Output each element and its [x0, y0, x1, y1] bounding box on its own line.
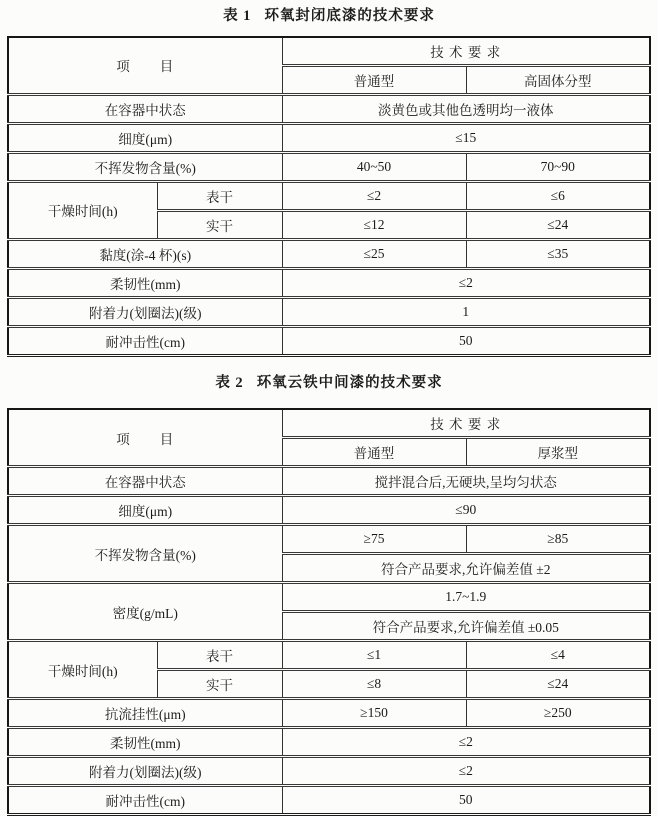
t1-header-type1: 普通型 — [282, 65, 466, 94]
t2-solids-value-2: ≥85 — [466, 525, 650, 554]
t1-header-row-1 — [8, 37, 650, 66]
t1-adhesion-label: 附着力(划圈法)(级) — [8, 297, 282, 326]
table2 — [7, 408, 651, 816]
t2-header-type1: 普通型 — [282, 438, 466, 467]
t1-header-tech-req: 技 术 要 求 — [282, 37, 650, 66]
t2-state-label: 在容器中状态 — [8, 467, 282, 496]
table-row — [8, 467, 650, 496]
t1-solids-value-1: 40~50 — [282, 152, 466, 181]
t1-impact-value: 50 — [282, 326, 650, 355]
t2-header-row-1 — [8, 409, 650, 438]
table-row — [8, 496, 650, 525]
table-row — [8, 181, 650, 210]
t2-density-value: 1.7~1.9 — [282, 583, 650, 612]
t1-header-type2: 高固体分型 — [466, 65, 650, 94]
t1-adhesion-value: 1 — [282, 297, 650, 326]
t2-drytime-through-value-1: ≤8 — [282, 670, 466, 699]
t1-state-value: 淡黄色或其他色透明均一液体 — [282, 94, 650, 123]
table-row — [8, 525, 650, 554]
table1 — [7, 36, 651, 357]
table2-title-text: 环氧云铁中间漆的技术要求 — [256, 374, 443, 391]
t2-sag-value-2: ≥250 — [466, 699, 650, 728]
t1-drytime-label: 干燥时间(h) — [8, 181, 157, 239]
t2-header-item: 项 目 — [8, 409, 282, 467]
t2-density-label: 密度(g/mL) — [8, 583, 282, 641]
t2-impact-label: 耐冲击性(cm) — [8, 786, 282, 815]
table2-title-number: 表 2 — [215, 374, 244, 391]
t2-solids-note: 符合产品要求,允许偏差值 ±2 — [282, 554, 650, 583]
t2-solids-label: 不挥发物含量(%) — [8, 525, 282, 583]
table-row — [8, 326, 650, 355]
t1-fineness-label: 细度(μm) — [8, 123, 282, 152]
table-row — [8, 152, 650, 181]
table-row — [8, 786, 650, 815]
t2-flexibility-value: ≤2 — [282, 728, 650, 757]
table-row — [8, 297, 650, 326]
table-row — [8, 699, 650, 728]
t2-drytime-surface-label: 表干 — [157, 641, 282, 670]
t2-flexibility-label: 柔韧性(mm) — [8, 728, 282, 757]
t1-solids-label: 不挥发物含量(%) — [8, 152, 282, 181]
t2-adhesion-value: ≤2 — [282, 757, 650, 786]
t2-adhesion-label: 附着力(划圈法)(级) — [8, 757, 282, 786]
table-row — [8, 641, 650, 670]
t2-sag-label: 抗流挂性(μm) — [8, 699, 282, 728]
t1-state-label: 在容器中状态 — [8, 94, 282, 123]
table-row — [8, 728, 650, 757]
table-row — [8, 239, 650, 268]
t2-impact-value: 50 — [282, 786, 650, 815]
t2-fineness-value: ≤90 — [282, 496, 650, 525]
table1-title-number: 表 1 — [223, 8, 252, 24]
table-row — [8, 583, 650, 612]
t1-header-item: 项 目 — [8, 37, 282, 95]
t2-drytime-through-value-2: ≤24 — [466, 670, 650, 699]
t1-solids-value-2: 70~90 — [466, 152, 650, 181]
t1-viscosity-value-1: ≤25 — [282, 239, 466, 268]
table-row — [8, 94, 650, 123]
t1-flexibility-label: 柔韧性(mm) — [8, 268, 282, 297]
t2-drytime-label: 干燥时间(h) — [8, 641, 157, 699]
t1-drytime-through-value-2: ≤24 — [466, 210, 650, 239]
t1-viscosity-label: 黏度(涂-4 杯)(s) — [8, 239, 282, 268]
t1-drytime-surface-label: 表干 — [157, 181, 282, 210]
t1-drytime-through-label: 实干 — [157, 210, 282, 239]
table1-title-text: 环氧封闭底漆的技术要求 — [264, 8, 435, 24]
table-row — [8, 268, 650, 297]
t2-drytime-surface-value-1: ≤1 — [282, 641, 466, 670]
t2-header-type2: 厚浆型 — [466, 438, 650, 467]
table-row — [8, 123, 650, 152]
t2-drytime-surface-value-2: ≤4 — [466, 641, 650, 670]
t2-drytime-through-label: 实干 — [157, 670, 282, 699]
table-row — [8, 757, 650, 786]
t2-state-value: 搅拌混合后,无硬块,呈均匀状态 — [282, 467, 650, 496]
table1-title — [0, 0, 658, 36]
t1-drytime-surface-value-2: ≤6 — [466, 181, 650, 210]
t1-drytime-surface-value-1: ≤2 — [282, 181, 466, 210]
t2-solids-value-1: ≥75 — [282, 525, 466, 554]
t1-impact-label: 耐冲击性(cm) — [8, 326, 282, 355]
t2-header-tech-req: 技 术 要 求 — [282, 409, 650, 438]
t1-drytime-through-value-1: ≤12 — [282, 210, 466, 239]
t1-viscosity-value-2: ≤35 — [466, 239, 650, 268]
t1-fineness-value: ≤15 — [282, 123, 650, 152]
t2-sag-value-1: ≥150 — [282, 699, 466, 728]
table2-title — [0, 357, 658, 409]
t2-density-note: 符合产品要求,允许偏差值 ±0.05 — [282, 612, 650, 641]
t2-fineness-label: 细度(μm) — [8, 496, 282, 525]
t1-flexibility-value: ≤2 — [282, 268, 650, 297]
